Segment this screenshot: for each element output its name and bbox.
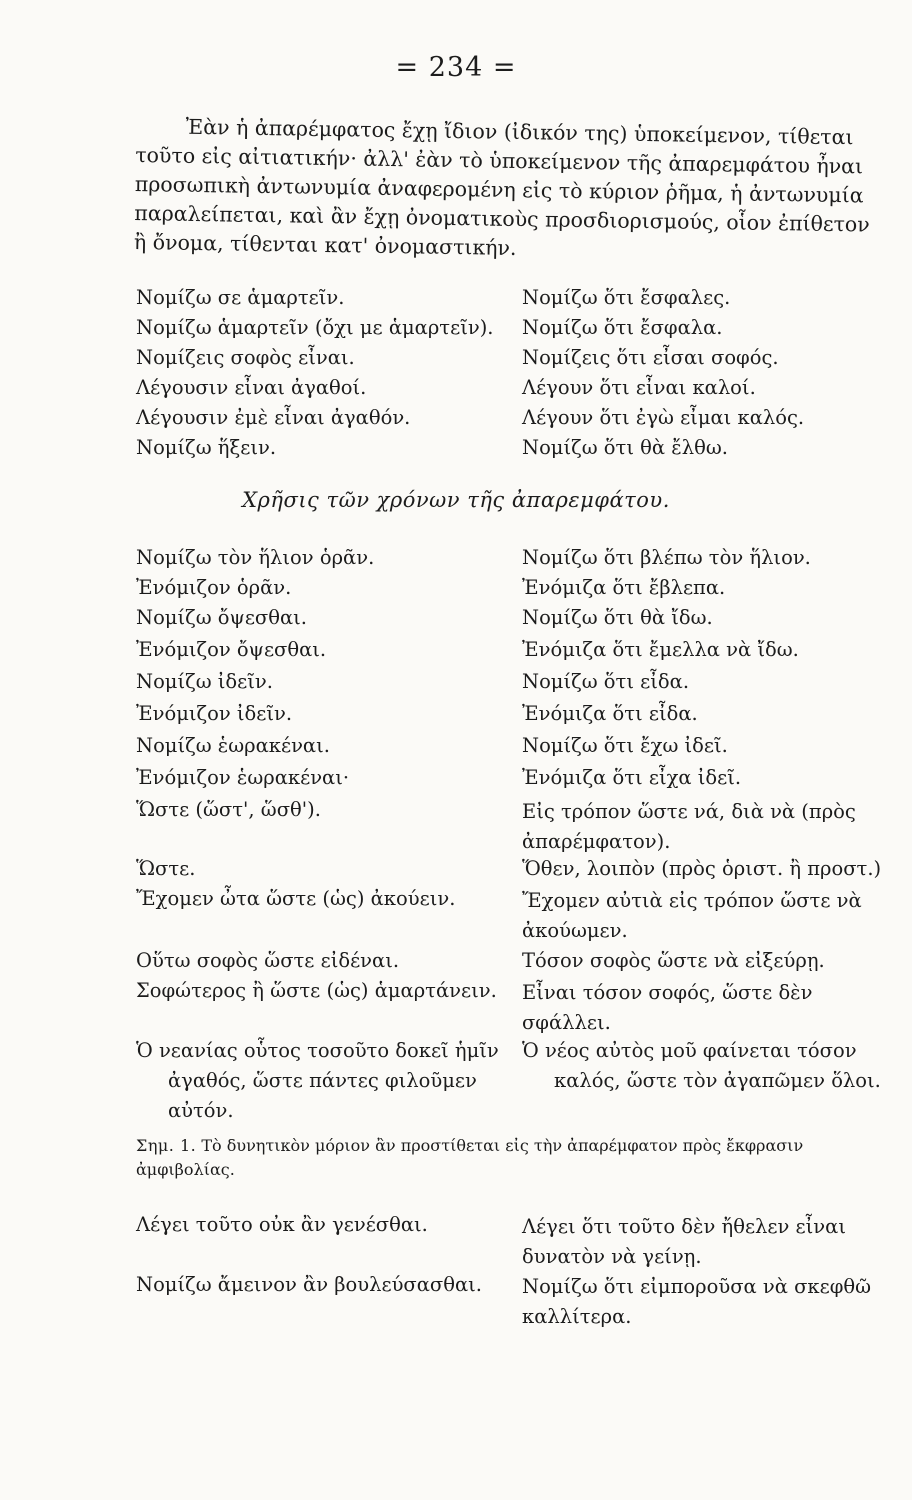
intro-line: τοῦτο εἰς αἰτιατικήν· ἀλλ' ἐὰν τὸ ὑποκείμενον τῆς ἀπαρεμφάτου ἦναι — [135, 142, 864, 179]
page-number: = 234 = — [395, 52, 517, 83]
modern-example: Εἶναι τόσον σοφός, ὥστε δὲν σφάλλει. — [522, 981, 813, 1034]
ancient-example: Ἐνόμιζον ἰδεῖν. — [136, 702, 293, 725]
note-label: Σημ. 1. — [136, 1136, 197, 1155]
modern-example: Λέγουν ὅτι ἐγὼ εἶμαι καλός. — [522, 406, 805, 429]
ancient-example: Ἐνόμιζον ὁρᾶν. — [136, 576, 292, 599]
modern-example: Νομίζω ὅτι ἔσφαλα. — [522, 316, 723, 339]
ancient-example: Ἐνόμιζον ὄψεσθαι. — [136, 638, 327, 661]
ancient-example: Νομίζω ἑωρακέναι. — [136, 734, 330, 757]
modern-example: Νομίζεις ὅτι εἶσαι σοφός. — [522, 346, 779, 369]
modern-example: Ἐνόμιζα ὅτι ἔβλεπα. — [522, 576, 726, 599]
ancient-example: Νομίζεις σοφὸς εἶναι. — [136, 346, 355, 369]
modern-example: Νομίζω ὅτι εἶδα. — [522, 670, 690, 693]
ancient-example: Νομίζω ἄμεινον ἂν βουλεύσασθαι. — [136, 1273, 482, 1296]
section-heading: Χρῆσις τῶν χρόνων τῆς ἀπαρεμφάτου. — [242, 488, 670, 512]
ancient-example: Νομίζω ἁμαρτεῖν (ὄχι με ἁμαρτεῖν). — [136, 316, 494, 339]
modern-example: Ἐνόμιζα ὅτι ἔμελλα νὰ ἴδω. — [522, 638, 799, 661]
ancient-example: Ὁ νεανίας οὗτος τοσοῦτο δοκεῖ ἡμῖν ἀγαθός, ὥστε πάντες φιλοῦμεν αὐτόν. — [136, 1039, 499, 1122]
modern-example: Λέγει ὅτι τοῦτο δὲν ἤθελεν εἶναι δυνατὸν νὰ γείνῃ. — [522, 1215, 846, 1268]
ancient-example: Σοφώτερος ἢ ὥστε (ὡς) ἁμαρτάνειν. — [136, 979, 497, 1002]
modern-example: Νομίζω ὅτι εἰμποροῦσα νὰ σκεφθῶ καλλίτερα. — [522, 1275, 871, 1328]
modern-example: Ἔχομεν αὐτιὰ εἰς τρόπον ὥστε νὰ ἀκούωμεν. — [522, 889, 862, 942]
modern-example: Τόσον σοφὸς ὥστε νὰ εἰξεύρῃ. — [522, 949, 825, 972]
intro-paragraph — [134, 112, 876, 269]
ancient-example: Νομίζω ὄψεσθαι. — [136, 606, 307, 629]
intro-line: παραλείπεται, καὶ ἂν ἔχῃ ὀνοματικοὺς προσδιορισμούς, οἷον ἐπίθετον — [134, 200, 870, 237]
ancient-example: Νομίζω σε ἁμαρτεῖν. — [136, 286, 345, 309]
modern-example: Ὅθεν, λοιπὸν (πρὸς ὁριστ. ἢ προστ.) — [522, 857, 882, 880]
ancient-example: Νομίζω τὸν ἥλιον ὁρᾶν. — [136, 546, 375, 569]
ancient-example: Λέγουσιν ἐμὲ εἶναι ἀγαθόν. — [136, 406, 411, 429]
ancient-example: Ὥστε. — [136, 857, 196, 880]
ancient-example: Ὥστε (ὥστ', ὥσθ'). — [136, 798, 321, 821]
intro-line: προσωπικὴ ἀντωνυμία ἀναφερομένη εἰς τὸ κύριον ῥῆμα, ἡ ἀντωνυμία — [134, 171, 864, 208]
modern-example: Νομίζω ὅτι θὰ ἴδω. — [522, 606, 713, 629]
ancient-example: Λέγει τοῦτο οὐκ ἂν γενέσθαι. — [136, 1213, 428, 1236]
footnote — [136, 1134, 888, 1182]
ancient-example: Οὕτω σοφὸς ὥστε εἰδέναι. — [136, 949, 400, 972]
ancient-example: Ἐνόμιζον ἑωρακέναι· — [136, 766, 350, 789]
modern-example: Εἰς τρόπον ὥστε νά, διὰ νὰ (πρὸς ἀπαρέμφατον). — [522, 800, 856, 853]
ancient-example: Νομίζω ἥξειν. — [136, 436, 277, 459]
modern-example: Νομίζω ὅτι βλέπω τὸν ἥλιον. — [522, 546, 811, 569]
ancient-example: Λέγουσιν εἶναι ἀγαθοί. — [136, 376, 367, 399]
modern-example: Ὁ νέος αὐτὸς μοῦ φαίνεται τόσον καλός, ὥστε τὸν ἀγαπῶμεν ὅλοι. — [522, 1039, 881, 1092]
modern-example: Νομίζω ὅτι ἔσφαλες. — [522, 286, 731, 309]
ancient-example: Νομίζω ἰδεῖν. — [136, 670, 273, 693]
intro-line: ἢ ὄνομα, τίθενται κατ' ὀνομαστικήν. — [133, 229, 517, 260]
modern-example: Νομίζω ὅτι ἔχω ἰδεῖ. — [522, 734, 728, 757]
modern-example: Νομίζω ὅτι θὰ ἔλθω. — [522, 436, 728, 459]
modern-example: Ἐνόμιζα ὅτι εἶδα. — [522, 702, 698, 725]
note-text: Τὸ δυνητικὸν μόριον ἂν προστίθεται εἰς τὴν ἀπαρέμφατον πρὸς ἔκφρασιν ἀμφιβολίας. — [136, 1136, 804, 1179]
modern-example: Ἐνόμιζα ὅτι εἶχα ἰδεῖ. — [522, 766, 742, 789]
intro-line: Ἐὰν ἡ ἀπαρέμφατος ἔχῃ ἴδιον (ἰδικόν της) ὑποκείμενον, τίθεται — [185, 114, 854, 150]
modern-example: Λέγουν ὅτι εἶναι καλοί. — [522, 376, 756, 399]
ancient-example: Ἔχομεν ὦτα ὥστε (ὡς) ἀκούειν. — [136, 887, 456, 910]
